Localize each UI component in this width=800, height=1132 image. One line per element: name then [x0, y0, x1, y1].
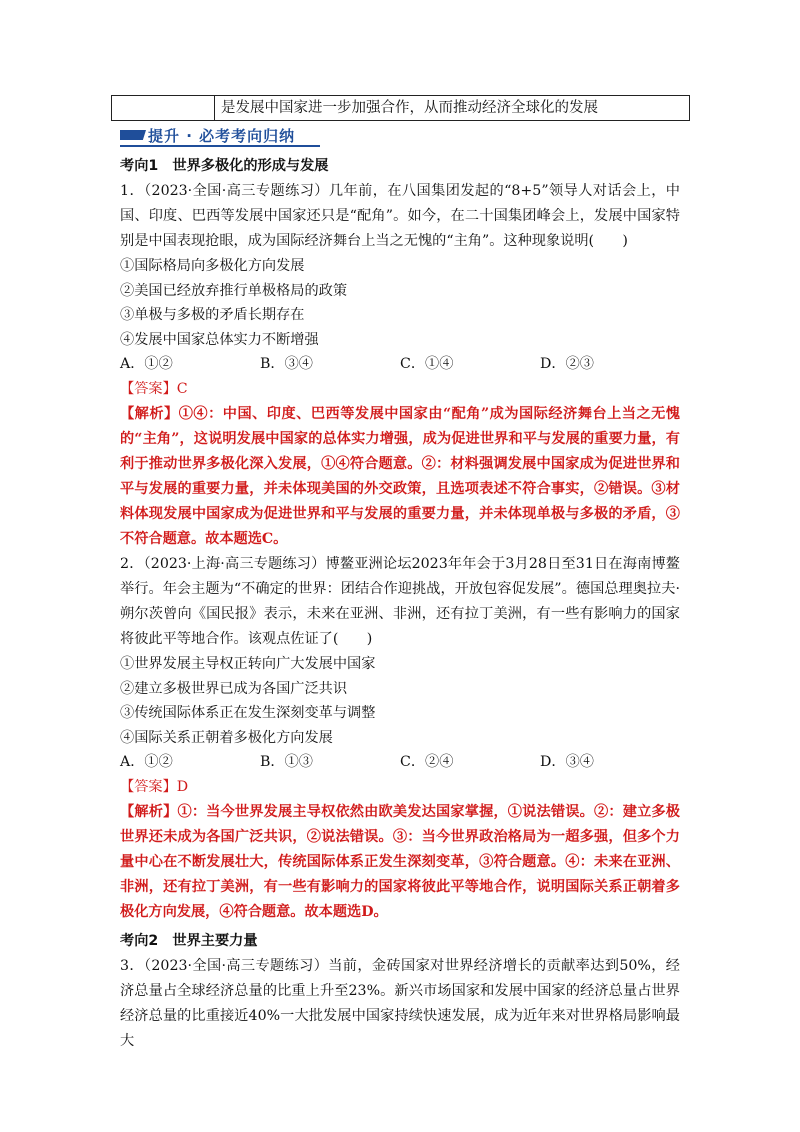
question-1-item: ①国际格局向多极化方向发展 [120, 258, 305, 274]
question-1-stem: 1．（2023·全国·高三专题练习）几年前，在八国集团发起的“8+5”领导人对话会上，中国、印度、巴西等发展中国家还只是“配角”。如今，在二十国集团峰会上，发展中国家特别是中国表现抢眼，成为国际经济舞台上当之无愧的“主角”。这种现象说明( ) [120, 183, 680, 249]
question-1-answer: 【答案】C [120, 381, 188, 397]
section-heading-2: 考向2 世界主要力量 [120, 933, 258, 949]
question-1-options [120, 352, 680, 377]
question-1-explanation: 【解析】①④：中国、印度、巴西等发展中国家由“配角”成为国际经济舞台上当之无愧的“主角”，这说明发展中国家的总体实力增强，成为促进世界和平与发展的重要力量，有利于推动世界多极化深入发展，①④符合题意。②：材料强调发展中国家成为促进世界和平与发展的重要力量，并未体现美国的外交政策，且选项表述不符合事实，②错误。③材料体现发展中国家成为促进世界和平与发展的重要力量，并未体现单极与多极的矛盾，③不符合题意。故本题选C。 [120, 406, 680, 547]
banner-bar-icon [120, 130, 146, 140]
question-3-stem: 3．（2023·全国·高三专题练习）当前，金砖国家对世界经济增长的贡献率达到50%，经济总量占全球经济总量的比重上升至23%。新兴市场国家和发展中国家的经济总量占世界经济总量的比重接近40%一大批发展中国家持续快速发展，成为近年来对世界格局影响最大 [120, 958, 680, 1049]
question-2-item: ④国际关系正朝着多极化方向发展 [120, 729, 333, 746]
banner-title: 提升 · 必考考向归纳 [148, 126, 296, 145]
option-a: A．①② [120, 754, 173, 770]
option-d: D．③④ [540, 754, 594, 770]
option-c: C．①④ [400, 356, 454, 372]
table-left-cell [112, 96, 215, 120]
section-banner [120, 124, 295, 146]
question-2-answer: 【答案】D [120, 779, 189, 795]
question-2-item: ②建立多极世界已成为各国广泛共识 [120, 680, 348, 697]
option-a: A．①② [120, 356, 173, 372]
question-2-explanation: 【解析】①：当今世界发展主导权依然由欧美发达国家掌握，①说法错误。②：建立多极世界还未成为各国广泛共识，②说法错误。③：当今世界政治格局为一超多强，但多个力量中心在不断发展壮大，传统国际体系正发生深刻变革，③符合题意。④：未来在亚洲、非洲，还有拉丁美洲，有一些有影响力的国家将彼此平等地合作，说明国际关系正朝着多极化方向发展，④符合题意。故本题选D。 [120, 804, 680, 920]
main-content [120, 150, 680, 1054]
question-2-item: ③传统国际体系正在发生深刻变革与调整 [120, 705, 376, 721]
question-2-item: ①世界发展主导权正转向广大发展中国家 [120, 656, 376, 672]
question-1-item: ④发展中国家总体实力不断增强 [120, 331, 319, 348]
continuation-table [111, 95, 690, 121]
option-b: B．①③ [260, 754, 313, 770]
option-d: D．②③ [540, 356, 594, 372]
banner-underline [120, 145, 320, 147]
section-heading-1: 考向1 世界多极化的形成与发展 [120, 158, 329, 174]
option-b: B．③④ [260, 356, 313, 372]
table-right-cell: 是发展中国家进一步加强合作，从而推动经济全球化的发展 [221, 100, 598, 116]
question-1-item: ③单极与多极的矛盾长期存在 [120, 307, 305, 323]
option-c: C．②④ [400, 754, 454, 770]
question-2-stem: 2．（2023·上海·高三专题练习）博鳌亚洲论坛2023年年会于3月28日至31日在海南博鳌举行。年会主题为“不确定的世界：团结合作迎挑战，开放包容促发展”。德国总理奥拉夫·朔尔茨曾向《国民报》表示，未来在亚洲、非洲，还有拉丁美洲，有一些有影响力的国家将彼此平等地合作。该观点佐证了( ) [120, 556, 680, 647]
question-2-options [120, 750, 680, 775]
question-1-item: ②美国已经放弃推行单极格局的政策 [120, 282, 348, 299]
